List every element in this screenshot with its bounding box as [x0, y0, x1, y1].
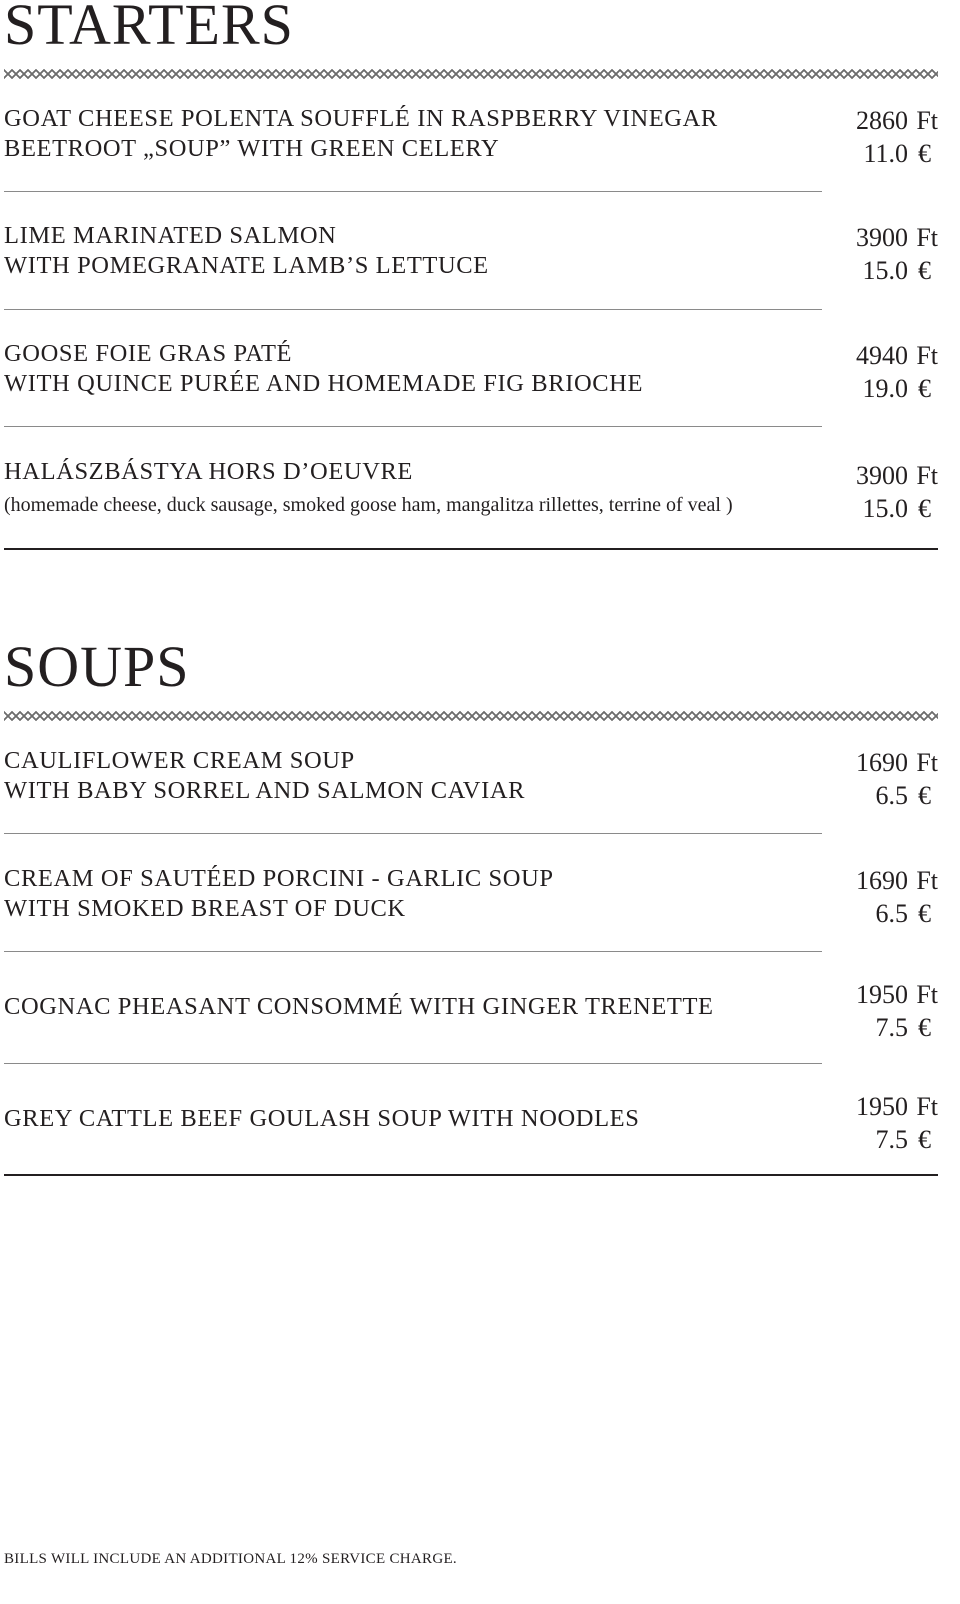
item-price: [828, 1090, 938, 1156]
currency-huf: Ft: [916, 1092, 938, 1121]
price-eur: 6.5: [875, 899, 908, 928]
item-name: HALÁSZBÁSTYA HORS D’OEUVRE: [4, 458, 413, 485]
price-huf: 2860: [856, 106, 908, 135]
item-divider: [4, 1063, 822, 1064]
currency-huf: Ft: [916, 748, 938, 777]
section-end-rule: [4, 1174, 938, 1176]
price-huf: 1690: [856, 748, 908, 777]
item-price: [828, 339, 938, 405]
currency-huf: Ft: [916, 341, 938, 370]
currency-eur: €: [918, 781, 931, 810]
item-description: WITH BABY SORREL AND SALMON CAVIAR: [4, 777, 526, 804]
price-eur: 15.0: [862, 256, 908, 285]
section-title-soups: SOUPS: [4, 634, 190, 699]
price-huf: 1950: [856, 1092, 908, 1121]
price-huf: 1690: [856, 866, 908, 895]
decorative-zigzag-divider: [4, 69, 938, 79]
currency-huf: Ft: [916, 980, 938, 1009]
item-name: COGNAC PHEASANT CONSOMMÉ WITH GINGER TRENETTE: [4, 993, 714, 1020]
item-description: WITH POMEGRANATE LAMB’S LETTUCE: [4, 252, 489, 279]
currency-eur: €: [918, 899, 931, 928]
price-huf: 3900: [856, 223, 908, 252]
currency-eur: €: [918, 1125, 931, 1154]
currency-huf: Ft: [916, 866, 938, 895]
decorative-zigzag-divider: [4, 711, 938, 721]
price-eur: 19.0: [862, 374, 908, 403]
currency-eur: €: [918, 1013, 931, 1042]
price-eur: 7.5: [875, 1013, 908, 1042]
item-price: [828, 978, 938, 1044]
currency-huf: Ft: [916, 106, 938, 135]
price-eur: 15.0: [862, 494, 908, 523]
item-description: WITH QUINCE PURÉE AND HOMEMADE FIG BRIOCHE: [4, 370, 644, 397]
price-huf: 4940: [856, 341, 908, 370]
currency-eur: €: [918, 494, 931, 523]
item-name: GREY CATTLE BEEF GOULASH SOUP WITH NOODLES: [4, 1105, 640, 1132]
section-end-rule: [4, 548, 938, 550]
service-charge-note: BILLS WILL INCLUDE AN ADDITIONAL 12% SERVICE CHARGE.: [4, 1551, 457, 1567]
currency-huf: Ft: [916, 223, 938, 252]
item-divider: [4, 309, 822, 310]
price-huf: 3900: [856, 461, 908, 490]
item-price: [828, 221, 938, 287]
price-eur: 6.5: [875, 781, 908, 810]
item-name: GOAT CHEESE POLENTA SOUFFLÉ IN RASPBERRY VINEGAR: [4, 105, 718, 132]
menu-page: [4, 0, 938, 1604]
item-divider: [4, 426, 822, 427]
item-divider: [4, 191, 822, 192]
currency-eur: €: [918, 256, 931, 285]
price-huf: 1950: [856, 980, 908, 1009]
section-title-starters: STARTERS: [4, 0, 294, 57]
item-price: [828, 104, 938, 170]
item-price: [828, 746, 938, 812]
currency-eur: €: [918, 374, 931, 403]
currency-huf: Ft: [916, 461, 938, 490]
item-name: CAULIFLOWER CREAM SOUP: [4, 747, 355, 774]
item-price: [828, 459, 938, 525]
item-description: WITH SMOKED BREAST OF DUCK: [4, 895, 406, 922]
item-price: [828, 864, 938, 930]
item-description: BEETROOT „SOUP” WITH GREEN CELERY: [4, 135, 500, 162]
price-eur: 11.0: [863, 139, 908, 168]
item-divider: [4, 833, 822, 834]
price-eur: 7.5: [875, 1125, 908, 1154]
currency-eur: €: [918, 139, 931, 168]
item-name: GOOSE FOIE GRAS PATÉ: [4, 340, 293, 367]
item-name: CREAM OF SAUTÉED PORCINI - GARLIC SOUP: [4, 865, 554, 892]
item-divider: [4, 951, 822, 952]
item-name: LIME MARINATED SALMON: [4, 222, 337, 249]
item-note: (homemade cheese, duck sausage, smoked goose ham, mangalitza rillettes, terrine of veal ): [4, 494, 733, 516]
